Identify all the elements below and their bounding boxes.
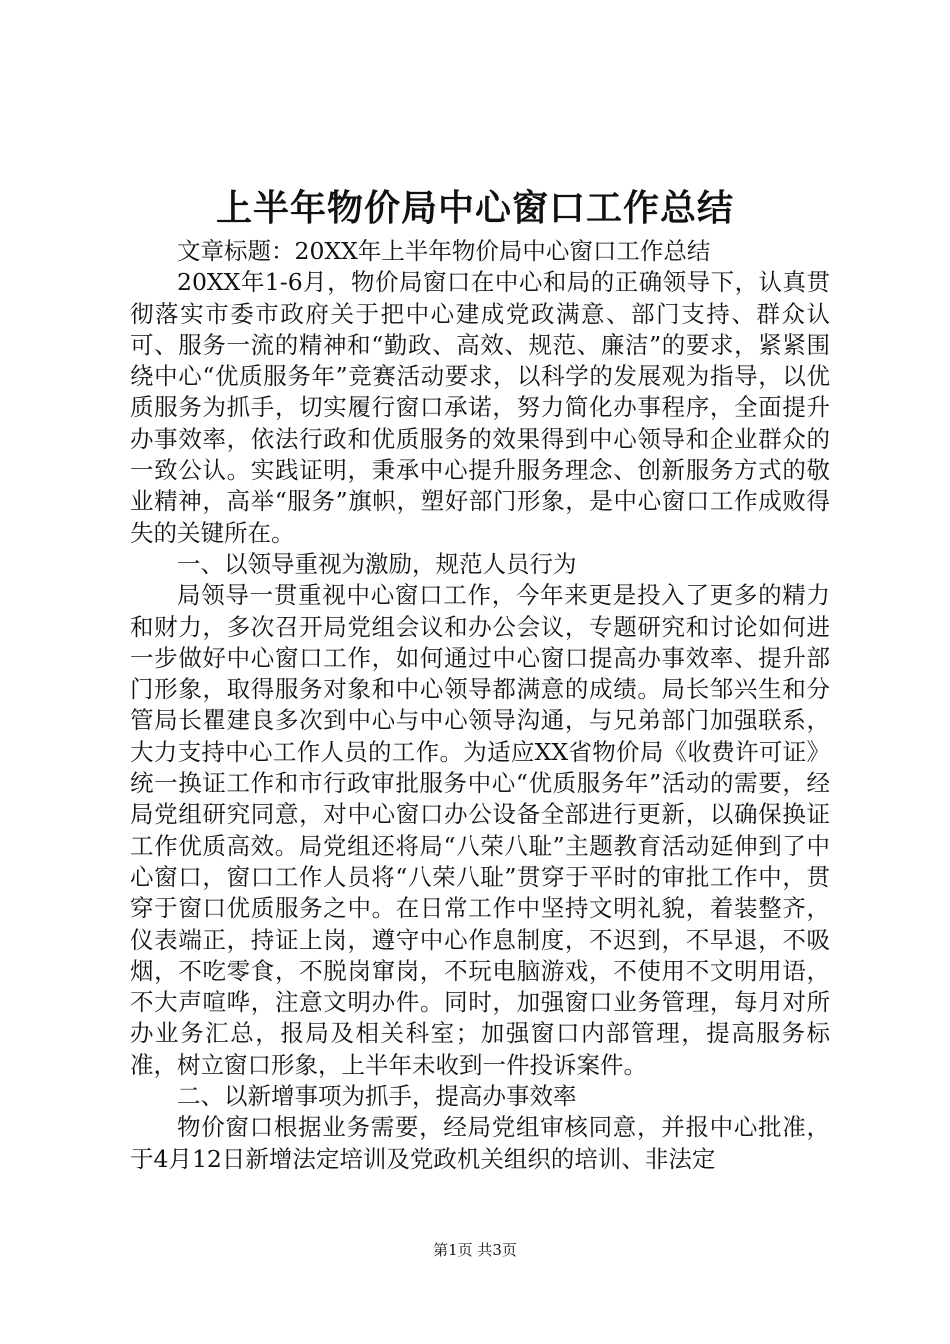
section-1-paragraph: 局领导一贯重视中心窗口工作，今年来更是投入了更多的精力和财力，多次召开局党组会议和办公会议，专题研究和讨论如何进一步做好中心窗口工作，如何通过中心窗口提高办事效率、提升部门形象，取得服务对象和中心领导都满意的成绩。局长邹兴生和分管局长瞿建良多次到中心与中心领导沟通，与兄弟部门加强联系，大力支持中心工作人员的工作。为适应XX省物价局《收费许可证》统一换证工作和市行政审批服务中心“优质服务年”活动的需要，经局党组研究同意，对中心窗口办公设备全部进行更新，以确保换证工作优质高效。局党组还将局“八荣八耻”主题教育活动延伸到了中心窗口，窗口工作人员将“八荣八耻”贯穿于平时的审批工作中，贯穿于窗口优质服务之中。在日常工作中坚持文明礼貌，着装整齐，仪表端正，持证上岗，遵守中心作息制度，不迟到，不早退，不吸烟，不吃零食，不脱岗窜岗，不玩电脑游戏，不使用不文明用语，不大声喧哗，注意文明办件。同时，加强窗口业务管理，每月对所办业务汇总，报局及相关科室；加强窗口内部管理，提高服务标准，树立窗口形象，上半年未收到一件投诉案件。 xyxy=(130,581,830,1079)
document-body xyxy=(130,236,830,1175)
page-number-footer: 第1页 共3页 xyxy=(433,1241,517,1259)
section-heading-1: 一、以领导重视为激励，规范人员行为 xyxy=(177,549,577,578)
article-title-line: 文章标题：20XX年上半年物价局中心窗口工作总结 xyxy=(177,237,711,265)
document-title: 上半年物价局中心窗口工作总结 xyxy=(215,187,734,229)
section-2-paragraph: 物价窗口根据业务需要，经局党组审核同意，并报中心批准，于4月12日新增法定培训及党政机关组织的培训、非法定 xyxy=(130,1113,830,1173)
section-heading-2: 二、以新增事项为抓手，提高办事效率 xyxy=(177,1082,577,1111)
intro-paragraph: 20XX年1-6月，物价局窗口在中心和局的正确领导下，认真贯彻落实市委市政府关于把中心建成党政满意、部门支持、群众认可、服务一流的精神和“勤政、高效、规范、廉洁”的要求，紧紧围绕中心“优质服务年”竞赛活动要求，以科学的发展观为指导，以优质服务为抓手，切实履行窗口承诺，努力简化办事程序，全面提升办事效率，依法行政和优质服务的效果得到中心领导和企业群众的一致公认。实践证明，秉承中心提升服务理念、创新服务方式的敬业精神，高举“服务”旗帜，塑好部门形象，是中心窗口工作成败得失的关键所在。 xyxy=(130,268,830,547)
